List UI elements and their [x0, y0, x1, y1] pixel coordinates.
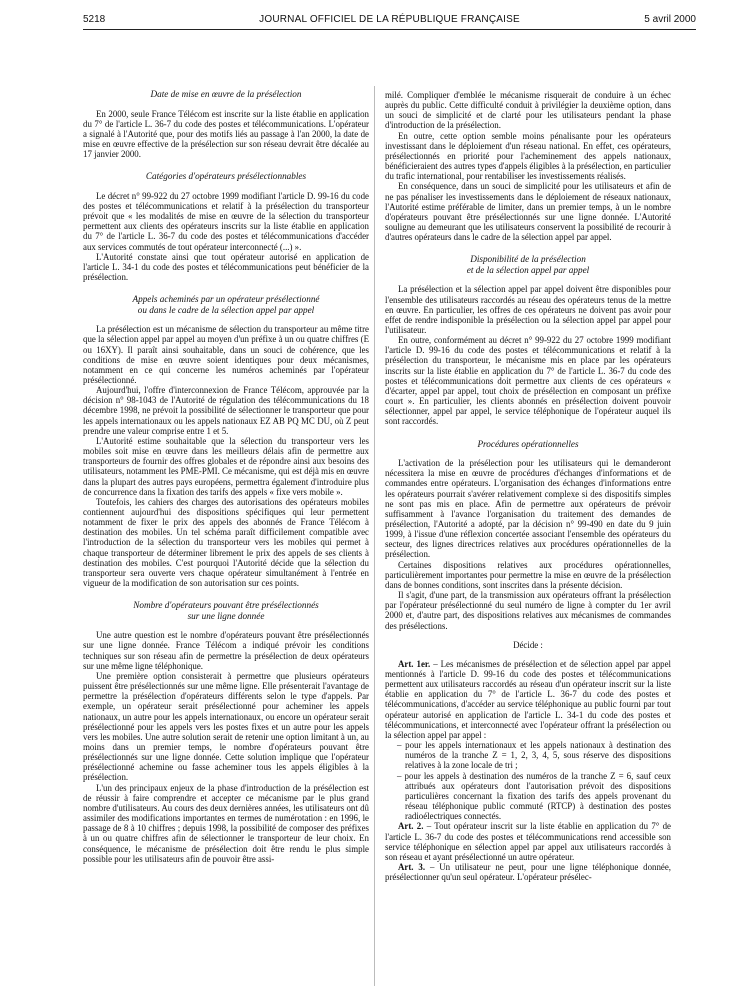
page-number: 5218	[83, 14, 106, 25]
article-text: – Un utilisateur ne peut, pour une ligne téléphonique donnée, présélectionner qu'un seul opérateur. L'opérateur présélec-	[385, 861, 671, 883]
paragraph: Le décret n° 99-922 du 27 octobre 1999 modifiant l'article D. 99-16 du code des postes et télécommunications et relatif à la présélection du transporteur prévoit que « les modalités de mise en œuvre de la sélection du transporteur permettent aux clients des opérateurs inscrits sur la liste établie en application du 7° de l'article L. 36-7 du code des postes et télécommunications d'accéder aux services commutés de tout opérateur interconnecté (...) ».	[83, 190, 369, 252]
paragraph: Aujourd'hui, l'offre d'interconnexion de France Télécom, approuvée par la décision n° 98-1043 de l'Autorité de régulation des télécommunications du 18 décembre 1998, ne prévoit la possibilité de sélectionner le transporteur que pour les appels internationaux ou les appels nationaux EZ AB PQ MC DU, où Z peut prendre une valeur comprise entre 1 et 5.	[83, 385, 369, 436]
section-heading: ou dans le cadre de la sélection appel par appel	[137, 304, 315, 315]
paragraph: Certaines dispositions relatives aux procédures opérationnelles, particulièrement importantes pour permettre la mise en œuvre de la présélection dans de bonnes conditions, sont inscrites dans la présente décision.	[385, 559, 671, 590]
right-column	[385, 90, 671, 882]
article-label: Art. 3.	[398, 861, 426, 872]
page-header	[83, 14, 696, 30]
paragraph: En outre, cette option semble moins pénalisante pour les opérateurs investissant dans le déploiement d'un réseau national. En effet, ces opérateurs, présélectionnés en priorité pour l'acheminement des appels nationaux, bénéficieraient des autres types d'appels éligibles à la présélection, en particulier du trafic international, pour rentabiliser les investissements réalisés.	[385, 130, 671, 182]
section-heading: Appels acheminés par un opérateur présélectionné	[132, 294, 320, 305]
paragraph: Une autre question est le nombre d'opérateurs pouvant être présélectionnés sur une ligne donnée. France Télécom a indiqué prévoir les conditions techniques sur son réseau afin de permettre la présélection de deux opérateurs sur une même ligne téléphonique.	[83, 630, 369, 671]
paragraph: L'Autorité constate ainsi que tout opérateur autorisé en application de l'article L. 34-1 du code des postes et télécommunications peut bénéficier de la présélection.	[83, 251, 369, 283]
column-divider	[374, 86, 375, 986]
paragraph: L'activation de la présélection pour les utilisateurs qui le demanderont nécessitera la mise en œuvre de procédures d'échanges d'informations et de commandes entre opérateurs. L'organisation des échanges d'informations entre les opérateurs pourrait s'avérer relativement complexe si des dispositifs simples ne sont pas mis en place. Afin de permettre aux opérateurs de prévoir suffisamment à l'avance l'organisation du traitement des demandes de présélection, l'Autorité a adopté, par la décision n° 99-490 en date du 9 juin 1999, à l'issue d'une réflexion concertée associant l'ensemble des opérateurs du secteur, des lignes directrices relatives aux procédures opérationnelles de la présélection.	[385, 458, 671, 560]
paragraph: En outre, conformément au décret n° 99-922 du 27 octobre 1999 modifiant l'article D. 99-16 du code des postes et télécommunications et relatif à la présélection du transporteur, le mécanisme mis en place par les opérateurs inscrits sur la liste établie en application du 7° de l'article L. 36-7 du code des postes et télécommunications doit permettre aux clients de ces opérateurs « d'écarter, appel par appel, tout choix de présélection en composant un préfixe court ». En particulier, les clients abonnés en présélection doivent pouvoir sélectionner, appel par appel, le service téléphonique de l'opérateur auquel ils sont raccordés.	[385, 335, 671, 427]
paragraph: La présélection et la sélection appel par appel doivent être disponibles pour l'ensemble des utilisateurs raccordés au réseau des opérateurs tenus de la mettre en œuvre. En particulier, les offres de ces opérateurs ne doivent pas avoir pour effet de rendre indisponible la présélection ou la sélection appel par appel pour l'utilisateur.	[385, 284, 671, 335]
section-heading: Date de mise en œuvre de la présélection	[150, 89, 302, 99]
section-heading: Disponibilité de la présélection	[470, 254, 586, 265]
decision-word: Décide :	[513, 639, 543, 650]
section-heading: et de la sélection appel par appel	[466, 264, 590, 275]
article-1-list	[385, 740, 671, 821]
paragraph: Toutefois, les cahiers des charges des autorisations des opérateurs mobiles contiennent aujourd'hui des dispositions spécifiques qui leur permettent notamment de fixer le prix des appels des abonnés de France Télécom à destination des mobiles. Un tel schéma paraît difficilement compatible avec l'introduction de la sélection du transporteur vers les mobiles qui permet à chaque transporteur de déterminer librement le prix des appels de ses clients à destination des mobiles. C'est pourquoi l'Autorité décide que la sélection du transporteur sera ouverte vers chaque opérateur simultanément à l'entrée en vigueur de la modification de son autorisation sur ces points.	[83, 496, 369, 589]
paragraph: Il s'agit, d'une part, de la transmission aux opérateurs offrant la présélection par l'opérateur présélectionné du seul numéro de ligne à compter du 1er avril 2000 et, d'autre part, des dispositions relatives aux mécanismes de commandes des présélections.	[385, 590, 671, 631]
paragraph: L'un des principaux enjeux de la phase d'introduction de la présélection est de réussir à faire comprendre et accepter ce mécanisme par le plus grand nombre d'utilisateurs. Au cours des deux dernières années, les utilisateurs ont dû assimiler des modifications importantes en termes de numérotation : en 1996, le passage de 8 à 10 chiffres ; depuis 1998, la possibilité de composer des préfixes à un ou quatre chiffres afin de sélectionner le transporteur de leur choix. En conséquence, le mécanisme de présélection doit être rendu le plus simple possible pour les utilisateurs afin de pouvoir être assi-	[83, 782, 369, 864]
paragraph: L'Autorité estime souhaitable que la sélection du transporteur vers les mobiles soit mise en œuvre dans les meilleurs délais afin de permettre aux transporteurs de fournir des offres globales et de répondre ainsi aux besoins des utilisateurs, notamment les PME-PMI. Ce mécanisme, qui est déjà mis en œuvre dans la plupart des autres pays européens, permettra également d'introduire plus de concurrence dans la fixation des tarifs des appels « fixe vers mobile ».	[83, 435, 369, 497]
paragraph: En conséquence, dans un souci de simplicité pour les utilisateurs et afin de ne pas pénaliser les investissements dans le déploiement de réseaux nationaux, l'Autorité estime préférable de limiter, dans un premier temps, à un le nombre d'opérateurs pouvant être présélectionnés sur une ligne donnée. L'Autorité souligne au demeurant que les utilisateurs conservent la possibilité de recourir à d'autres opérateurs dans le cadre de la sélection appel par appel.	[385, 181, 671, 243]
paragraph: Une première option consisterait à permettre que plusieurs opérateurs puissent être présélectionnés sur une même ligne. Elle présenterait l'avantage de permettre la présélection d'opérateurs différents selon le type d'appels. Par exemple, un opérateur serait présélectionné pour acheminer les appels nationaux, un autre pour les appels internationaux, ou encore un opérateur serait présélectionné pour les appels vers les postes fixes et un autre pour les appels vers les mobiles. Une autre solution serait de retenir une option limitant à un, au moins dans un premier temps, le nombre d'opérateurs pouvant être présélectionnés sur une ligne donnée. Cette solution implique que l'opérateur présélectionné achemine ou fasse acheminer tous les appels éligibles à la présélection.	[83, 670, 369, 783]
section-heading: Catégories d'opérateurs présélectionnables	[145, 171, 307, 182]
article-1	[385, 659, 671, 740]
paragraph: La présélection est un mécanisme de sélection du transporteur au même titre que la sélection appel par appel au moyen d'un préfixe à un ou quatre chiffres (E ou 16XY). Il paraît ainsi souhaitable, dans un souci de cohérence, que les conditions de mise en œuvre soient identiques pour deux mécanismes, notamment en ce qui concerne les numéros acheminés par l'opérateur présélectionné.	[83, 324, 369, 385]
paragraph: En 2000, seule France Télécom est inscrite sur la liste établie en application du 7° de l'article L. 36-7 du code des postes et télécommunications. L'opérateur a signalé à l'Autorité que, pour des motifs liés au passage à l'an 2000, la date de mise en œuvre effective de la présélection sur son réseau devrait être décalée au 17 janvier 2000.	[83, 108, 369, 160]
journal-title: JOURNAL OFFICIEL DE LA RÉPUBLIQUE FRANÇAISE	[259, 14, 520, 25]
article-text: – Tout opérateur inscrit sur la liste établie en application du 7° de l'article L. 36-7 du code des postes et télécommunications rend accessible son service téléphonique en sélection appel par appel aux utilisateurs raccordés à son réseau et ayant présélectionné un autre opérateur.	[385, 821, 671, 862]
article-text: – Les mécanismes de présélection et de sélection appel par appel mentionnés à l'article D. 99-16 du code des postes et télécommunications permettent aux utilisateurs raccordés au réseau d'un opérateur inscrit sur la liste établie en application du 7° de l'article L. 36-7 du code des postes et télécommunications, d'accéder au service téléphonique au public fourni par tout opérateur autorisé en application de l'article L. 34-1 du code des postes et télécommunications, et interconnecté avec l'opérateur offrant la présélection ou la sélection appel par appel :	[385, 658, 671, 740]
article-label: Art. 2.	[398, 821, 424, 832]
paragraph: milé. Compliquer d'emblée le mécanisme risquerait de conduire à un échec auprès du public. Cette difficulté conduit à privilégier la deuxième option, dans un souci de simplicité et de clarté pour les utilisateurs pendant la phase d'introduction de la présélection.	[385, 90, 671, 131]
section-heading: Procédures opérationnelles	[477, 438, 579, 449]
list-item: – pour les appels internationaux et les appels nationaux à destination des numéros de la tranche Z = 1, 2, 3, 4, 5, sous réserve des dispositions relatives à la zone locale de tri ;	[397, 740, 671, 771]
article-2	[385, 821, 671, 862]
issue-date: 5 avril 2000	[644, 14, 696, 25]
section-heading: Nombre d'opérateurs pouvant être présélectionnés	[133, 600, 319, 611]
left-column	[83, 89, 369, 864]
header-rule	[83, 29, 696, 30]
article-3	[385, 862, 671, 882]
section-heading: sur une ligne donnée	[187, 610, 265, 621]
list-item: – pour les appels à destination des numéros de la tranche Z = 6, sauf ceux attribués aux opérateurs dont l'autorisation prévoit des dispositions particulières concernant la fixation des tarifs des appels provenant du réseau téléphonique public commuté (RTCP) à destination des postes radioélectriques connectés.	[397, 770, 671, 822]
article-label: Art. 1er.	[398, 658, 431, 669]
